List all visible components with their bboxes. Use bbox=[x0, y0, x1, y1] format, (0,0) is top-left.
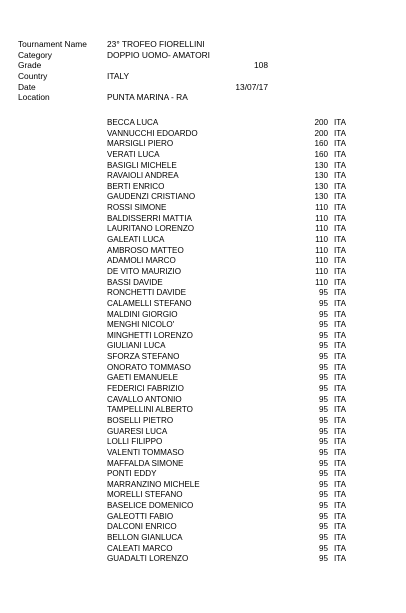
player-row bbox=[0, 395, 406, 406]
player-row bbox=[0, 299, 406, 310]
player-points: 95 bbox=[318, 479, 328, 489]
player-nationality: ITA bbox=[334, 511, 346, 521]
player-name: BASIGLI MICHELE bbox=[107, 160, 177, 170]
player-points: 95 bbox=[318, 447, 328, 457]
player-points: 95 bbox=[318, 373, 328, 383]
player-name: VERATI LUCA bbox=[107, 149, 160, 159]
player-name: BERTI ENRICO bbox=[107, 181, 165, 191]
player-points: 110 bbox=[315, 203, 328, 213]
player-points: 95 bbox=[318, 298, 328, 308]
player-points: 95 bbox=[318, 352, 328, 362]
player-nationality: ITA bbox=[334, 256, 346, 266]
player-name: ONORATO TOMMASO bbox=[107, 362, 191, 372]
player-row bbox=[0, 235, 406, 246]
player-points: 95 bbox=[318, 554, 328, 564]
player-points: 95 bbox=[318, 501, 328, 511]
player-name: GUARESI LUCA bbox=[107, 426, 168, 436]
category-value: DOPPIO UOMO- AMATORI bbox=[107, 49, 210, 60]
player-name: BELLON GIANLUCA bbox=[107, 532, 183, 542]
player-name: GALEOTTI FABIO bbox=[107, 511, 174, 521]
date-label: Date bbox=[18, 81, 36, 92]
player-points: 95 bbox=[318, 415, 328, 425]
player-nationality: ITA bbox=[334, 298, 346, 308]
player-nationality: ITA bbox=[334, 330, 346, 340]
player-name: GAETI EMANUELE bbox=[107, 373, 179, 383]
player-nationality: ITA bbox=[334, 384, 346, 394]
player-nationality: ITA bbox=[334, 554, 346, 564]
player-name: SFORZA STEFANO bbox=[107, 352, 180, 362]
player-nationality: ITA bbox=[334, 469, 346, 479]
player-name: BASSI DAVIDE bbox=[107, 277, 163, 287]
player-points: 130 bbox=[314, 181, 328, 191]
player-nationality: ITA bbox=[334, 160, 346, 170]
player-name: BASELICE DOMENICO bbox=[107, 501, 194, 511]
player-row bbox=[0, 405, 406, 416]
player-nationality: ITA bbox=[334, 341, 346, 351]
player-row bbox=[0, 214, 406, 225]
player-row bbox=[0, 384, 406, 395]
player-nationality: ITA bbox=[334, 522, 346, 532]
player-row bbox=[0, 171, 406, 182]
player-nationality: ITA bbox=[334, 458, 346, 468]
player-row bbox=[0, 256, 406, 267]
country-label: Country bbox=[18, 71, 48, 82]
player-nationality: ITA bbox=[334, 309, 346, 319]
player-nationality: ITA bbox=[334, 213, 346, 223]
player-nationality: ITA bbox=[334, 139, 346, 149]
player-points: 110 bbox=[315, 266, 328, 276]
player-row bbox=[0, 554, 406, 565]
player-points: 95 bbox=[318, 405, 328, 415]
player-row bbox=[0, 373, 406, 384]
player-points: 95 bbox=[318, 522, 328, 532]
player-points: 110 bbox=[315, 245, 328, 255]
player-points: 95 bbox=[318, 532, 328, 542]
player-list bbox=[0, 118, 406, 565]
player-row bbox=[0, 150, 406, 161]
player-row bbox=[0, 490, 406, 501]
player-nationality: ITA bbox=[334, 203, 346, 213]
location-value: PUNTA MARINA - RA bbox=[107, 92, 188, 103]
player-name: MARRANZINO MICHELE bbox=[107, 479, 200, 489]
player-points: 130 bbox=[314, 192, 328, 202]
player-nationality: ITA bbox=[334, 192, 346, 202]
player-row bbox=[0, 224, 406, 235]
player-row bbox=[0, 416, 406, 427]
player-name: GUADALTI LORENZO bbox=[107, 554, 189, 564]
player-row bbox=[0, 448, 406, 459]
player-points: 95 bbox=[318, 394, 328, 404]
player-nationality: ITA bbox=[334, 118, 346, 127]
player-nationality: ITA bbox=[334, 224, 346, 234]
player-row bbox=[0, 118, 406, 129]
player-name: CALAMELLI STEFANO bbox=[107, 298, 192, 308]
player-points: 95 bbox=[318, 437, 328, 447]
player-row bbox=[0, 203, 406, 214]
player-nationality: ITA bbox=[334, 181, 346, 191]
player-points: 95 bbox=[318, 458, 328, 468]
player-nationality: ITA bbox=[334, 373, 346, 383]
player-name: MINGHETTI LORENZO bbox=[107, 330, 193, 340]
player-row bbox=[0, 522, 406, 533]
player-nationality: ITA bbox=[334, 543, 346, 553]
player-name: BALDISSERRI MATTIA bbox=[107, 213, 192, 223]
player-nationality: ITA bbox=[334, 245, 346, 255]
player-name: AMBROSO MATTEO bbox=[107, 245, 184, 255]
player-name: GALEATI LUCA bbox=[107, 235, 165, 245]
player-name: MAFFALDA SIMONE bbox=[107, 458, 184, 468]
player-points: 110 bbox=[315, 224, 328, 234]
player-points: 95 bbox=[318, 330, 328, 340]
player-name: ADAMOLI MARCO bbox=[107, 256, 176, 266]
player-name: GAUDENZI CRISTIANO bbox=[107, 192, 196, 202]
player-nationality: ITA bbox=[334, 501, 346, 511]
player-name: CALEATI MARCO bbox=[107, 543, 173, 553]
player-points: 95 bbox=[318, 309, 328, 319]
player-name: VANNUCCHI EDOARDO bbox=[107, 128, 198, 138]
player-points: 200 bbox=[314, 118, 328, 127]
player-row bbox=[0, 278, 406, 289]
player-row bbox=[0, 267, 406, 278]
player-nationality: ITA bbox=[334, 362, 346, 372]
player-row bbox=[0, 310, 406, 321]
player-points: 110 bbox=[315, 256, 328, 266]
grade-value: 108 bbox=[254, 60, 268, 71]
player-points: 130 bbox=[314, 171, 328, 181]
grade-label: Grade bbox=[18, 60, 42, 71]
player-nationality: ITA bbox=[334, 437, 346, 447]
player-row bbox=[0, 139, 406, 150]
player-row bbox=[0, 246, 406, 257]
player-row bbox=[0, 331, 406, 342]
player-row bbox=[0, 320, 406, 331]
player-row bbox=[0, 363, 406, 374]
player-nationality: ITA bbox=[334, 288, 346, 298]
player-name: CAVALLO ANTONIO bbox=[107, 394, 182, 404]
player-name: GIULIANI LUCA bbox=[107, 341, 166, 351]
player-nationality: ITA bbox=[334, 128, 346, 138]
player-nationality: ITA bbox=[334, 352, 346, 362]
player-name: DE VITO MAURIZIO bbox=[107, 266, 182, 276]
location-row bbox=[0, 92, 406, 103]
player-nationality: ITA bbox=[334, 320, 346, 330]
player-nationality: ITA bbox=[334, 447, 346, 457]
player-name: DALCONI ENRICO bbox=[107, 522, 177, 532]
player-name: LOLLI FILIPPO bbox=[107, 437, 163, 447]
player-points: 110 bbox=[315, 235, 328, 245]
player-nationality: ITA bbox=[334, 426, 346, 436]
category-label: Category bbox=[18, 49, 52, 60]
player-points: 95 bbox=[318, 362, 328, 372]
player-row bbox=[0, 341, 406, 352]
country-row bbox=[0, 71, 406, 82]
player-row bbox=[0, 192, 406, 203]
player-name: ROSSI SIMONE bbox=[107, 203, 167, 213]
player-row bbox=[0, 480, 406, 491]
player-row bbox=[0, 129, 406, 140]
player-row bbox=[0, 544, 406, 555]
tournament-row bbox=[0, 39, 406, 50]
player-points: 95 bbox=[318, 543, 328, 553]
player-name: LAURITANO LORENZO bbox=[107, 224, 195, 234]
player-points: 95 bbox=[318, 384, 328, 394]
player-points: 130 bbox=[314, 160, 328, 170]
player-row bbox=[0, 161, 406, 172]
player-row bbox=[0, 437, 406, 448]
player-row bbox=[0, 459, 406, 470]
player-nationality: ITA bbox=[334, 266, 346, 276]
location-label: Location bbox=[18, 92, 50, 103]
player-row bbox=[0, 352, 406, 363]
player-name: MARSIGLI PIERO bbox=[107, 139, 174, 149]
date-row bbox=[0, 82, 406, 93]
player-name: TAMPELLINI ALBERTO bbox=[107, 405, 193, 415]
player-points: 160 bbox=[314, 149, 328, 159]
player-points: 95 bbox=[318, 341, 328, 351]
tournament-value: 23° TROFEO FIORELLINI bbox=[107, 39, 205, 49]
player-nationality: ITA bbox=[334, 235, 346, 245]
player-name: BECCA LUCA bbox=[107, 118, 159, 127]
player-nationality: ITA bbox=[334, 415, 346, 425]
player-points: 110 bbox=[315, 277, 328, 287]
player-row bbox=[0, 427, 406, 438]
player-nationality: ITA bbox=[334, 149, 346, 159]
tournament-label: Tournament Name bbox=[18, 39, 87, 49]
player-nationality: ITA bbox=[334, 171, 346, 181]
player-nationality: ITA bbox=[334, 532, 346, 542]
player-name: RONCHETTI DAVIDE bbox=[107, 288, 186, 298]
player-name: VALENTI TOMMASO bbox=[107, 447, 184, 457]
player-row bbox=[0, 182, 406, 193]
date-value: 13/07/17 bbox=[235, 81, 268, 92]
player-name: FEDERICI FABRIZIO bbox=[107, 384, 184, 394]
player-row bbox=[0, 501, 406, 512]
player-points: 110 bbox=[315, 213, 328, 223]
player-name: MALDINI GIORGIO bbox=[107, 309, 178, 319]
player-points: 95 bbox=[318, 511, 328, 521]
player-name: MENGHI NICOLO' bbox=[107, 320, 175, 330]
category-row bbox=[0, 50, 406, 61]
player-name: RAVAIOLI ANDREA bbox=[107, 171, 179, 181]
player-points: 95 bbox=[318, 320, 328, 330]
player-nationality: ITA bbox=[334, 479, 346, 489]
player-points: 95 bbox=[318, 426, 328, 436]
player-row bbox=[0, 288, 406, 299]
player-points: 200 bbox=[314, 128, 328, 138]
player-row bbox=[0, 533, 406, 544]
player-row bbox=[0, 469, 406, 480]
player-name: BOSELLI PIETRO bbox=[107, 415, 174, 425]
player-points: 95 bbox=[318, 469, 328, 479]
grade-row bbox=[0, 60, 406, 71]
player-nationality: ITA bbox=[334, 394, 346, 404]
country-value: ITALY bbox=[107, 71, 130, 82]
player-name: PONTI EDDY bbox=[107, 469, 157, 479]
tournament-header bbox=[0, 39, 406, 103]
player-name: MORELLI STEFANO bbox=[107, 490, 183, 500]
player-points: 95 bbox=[318, 288, 328, 298]
player-row bbox=[0, 512, 406, 523]
player-nationality: ITA bbox=[334, 490, 346, 500]
player-nationality: ITA bbox=[334, 277, 346, 287]
player-nationality: ITA bbox=[334, 405, 346, 415]
player-points: 95 bbox=[318, 490, 328, 500]
player-points: 160 bbox=[314, 139, 328, 149]
